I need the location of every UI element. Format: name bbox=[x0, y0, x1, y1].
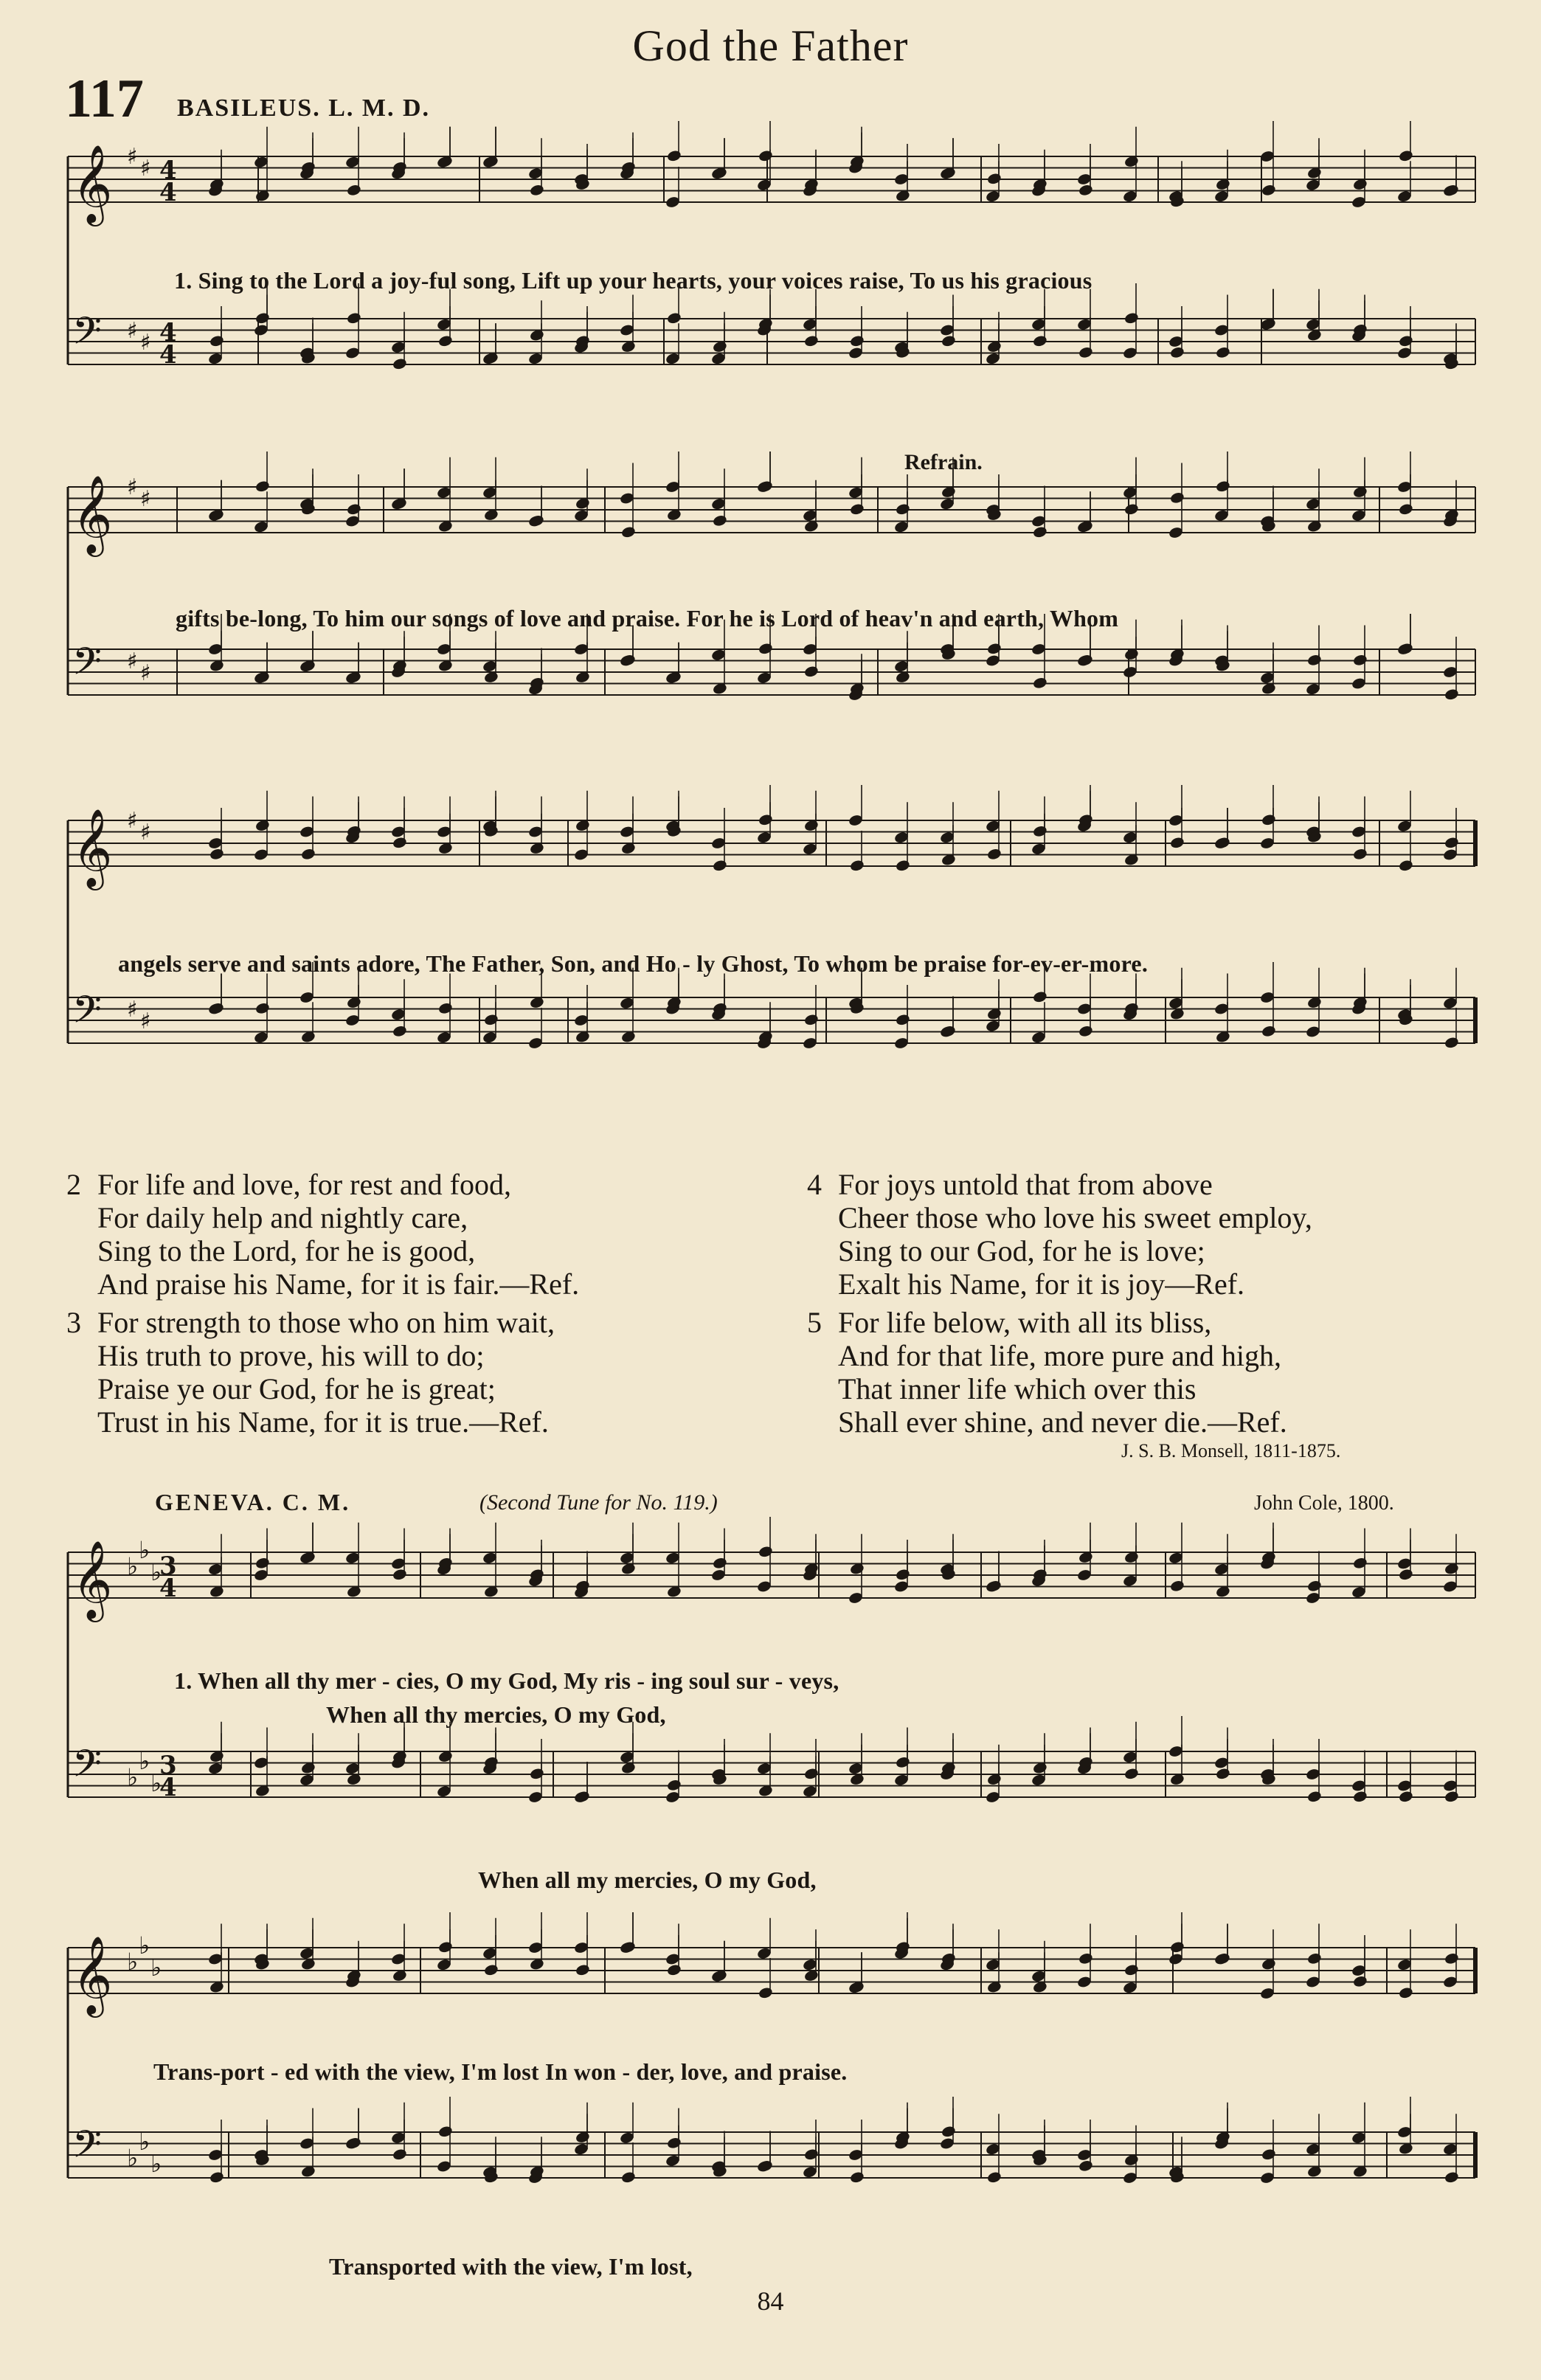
verse-5 bbox=[807, 1306, 1287, 1439]
sharp-icon: ♯ bbox=[127, 648, 138, 674]
bass-clef-icon: 𝄢 bbox=[72, 308, 102, 362]
time-signature: 4 bbox=[159, 178, 177, 207]
lyric-line-1: 1. When all thy mer - cies, O my God, My ris - ing soul sur - veys, bbox=[174, 1667, 839, 1694]
verse-line: For joys untold that from above bbox=[838, 1168, 1213, 1201]
verse-line: Shall ever shine, and never die.—Ref. bbox=[838, 1405, 1287, 1439]
sharp-icon: ♯ bbox=[140, 156, 151, 181]
notehead bbox=[254, 1557, 270, 1570]
flat-icon: ♭ bbox=[127, 1763, 139, 1791]
notehead bbox=[1169, 491, 1185, 505]
page-title: God the Father bbox=[632, 21, 909, 70]
notehead bbox=[575, 1963, 590, 1976]
lyric-line-2: gifts be-long, To him our songs of love and praise. For he is Lord of heav'n and earth, Whom bbox=[176, 605, 1119, 632]
verse-line: Exalt his Name, for it is joy—Ref. bbox=[838, 1267, 1245, 1301]
notehead bbox=[803, 1767, 819, 1780]
tune-note: (Second Tune for No. 119.) bbox=[479, 1490, 718, 1515]
notehead bbox=[1078, 346, 1093, 359]
verse-line: For life below, with all its bliss, bbox=[838, 1306, 1212, 1339]
notehead bbox=[1078, 184, 1093, 197]
bass-clef-icon: 𝄢 bbox=[72, 2122, 102, 2176]
notehead bbox=[758, 642, 773, 655]
treble-clef-icon: 𝄞 bbox=[72, 474, 113, 553]
notehead bbox=[254, 1002, 270, 1015]
notehead bbox=[437, 334, 453, 347]
lyric-echo: When all thy mercies, O my God, bbox=[326, 1701, 666, 1728]
notehead bbox=[437, 1940, 453, 1954]
treble-clef-icon: 𝄞 bbox=[72, 1935, 113, 2014]
treble-clef-icon: 𝄞 bbox=[72, 808, 113, 887]
verse-line: Cheer those who love his sweet employ, bbox=[838, 1201, 1312, 1234]
notehead bbox=[758, 813, 773, 826]
notehead bbox=[1032, 825, 1047, 838]
notehead bbox=[346, 502, 361, 516]
notehead bbox=[666, 2137, 682, 2150]
notehead bbox=[1078, 2159, 1093, 2173]
notehead bbox=[1398, 859, 1413, 872]
notehead bbox=[758, 149, 773, 162]
author-credit: J. S. B. Monsell, 1811-1875. bbox=[1121, 1440, 1341, 1461]
lyric-line-3: angels serve and saints adore, The Father, Son, and Ho - ly Ghost, To whom be praise for-ev-er-more. bbox=[118, 950, 1149, 977]
notehead bbox=[346, 311, 361, 325]
notehead bbox=[1123, 502, 1139, 516]
flat-icon: ♭ bbox=[139, 1536, 150, 1564]
sharp-icon: ♯ bbox=[140, 660, 151, 686]
flat-icon: ♭ bbox=[139, 2128, 150, 2156]
notehead bbox=[1352, 848, 1368, 861]
sharp-icon: ♯ bbox=[140, 820, 151, 845]
notehead bbox=[986, 848, 1002, 861]
sharp-icon: ♯ bbox=[127, 318, 138, 344]
time-signature: 4 bbox=[159, 1773, 177, 1802]
lyric-line-2: Trans-port - ed with the view, I'm lost In won - der, love, and praise. bbox=[153, 2058, 848, 2085]
verse-line: And praise his Name, for it is fair.—Ref. bbox=[97, 1267, 580, 1301]
notehead bbox=[803, 1013, 819, 1026]
notehead bbox=[300, 848, 316, 861]
notehead bbox=[1032, 990, 1047, 1003]
notehead bbox=[895, 502, 910, 516]
notehead bbox=[1444, 836, 1459, 849]
notehead bbox=[849, 502, 865, 516]
bass-clef-icon: 𝄢 bbox=[72, 987, 102, 1041]
notehead bbox=[1398, 1986, 1413, 1999]
time-signature: 4 bbox=[159, 1574, 177, 1603]
notehead bbox=[392, 357, 407, 370]
sharp-icon: ♯ bbox=[127, 808, 138, 834]
sharp-icon: ♯ bbox=[127, 997, 138, 1023]
notehead bbox=[849, 334, 865, 347]
notehead bbox=[803, 334, 819, 347]
verse-number: 5 bbox=[807, 1306, 822, 1339]
notehead bbox=[712, 1557, 727, 1570]
notehead bbox=[1169, 836, 1185, 849]
lyric-line-1: 1. Sing to the Lord a joy-ful song, Lift up your hearts, your voices raise, To us his gracious bbox=[174, 267, 1092, 294]
sharp-icon: ♯ bbox=[140, 1009, 151, 1034]
notehead bbox=[1398, 502, 1413, 516]
notehead bbox=[941, 334, 956, 347]
sharp-icon: ♯ bbox=[127, 144, 138, 170]
notehead bbox=[666, 149, 682, 162]
notehead bbox=[483, 1963, 499, 1976]
sharp-icon: ♯ bbox=[140, 486, 151, 512]
notehead bbox=[1444, 1790, 1459, 1803]
page-number: 84 bbox=[757, 2286, 784, 2316]
verse-number: 2 bbox=[66, 1168, 81, 1201]
notehead bbox=[803, 2148, 819, 2161]
composer-credit: John Cole, 1800. bbox=[1254, 1492, 1394, 1515]
flat-icon: ♭ bbox=[150, 1954, 162, 1982]
notehead bbox=[895, 1756, 910, 1769]
notehead bbox=[1169, 1940, 1185, 1954]
notehead bbox=[620, 525, 636, 539]
notehead bbox=[437, 1002, 453, 1015]
flat-icon: ♭ bbox=[139, 1931, 150, 1959]
verse-2 bbox=[66, 1168, 579, 1301]
notehead bbox=[1169, 346, 1185, 359]
notehead bbox=[1352, 1790, 1368, 1803]
verse-line: For daily help and nightly care, bbox=[97, 1201, 468, 1234]
notehead bbox=[1261, 813, 1276, 826]
bass-clef-icon: 𝄢 bbox=[72, 1741, 102, 1795]
verse-line: Sing to the Lord, for he is good, bbox=[97, 1234, 476, 1267]
sharp-icon: ♯ bbox=[140, 330, 151, 356]
notehead bbox=[1261, 2148, 1276, 2161]
flat-icon: ♭ bbox=[127, 1948, 139, 1976]
notehead bbox=[1215, 480, 1230, 493]
notehead bbox=[1352, 654, 1368, 667]
notehead bbox=[895, 1568, 910, 1581]
verse-3 bbox=[66, 1306, 555, 1439]
notehead bbox=[1215, 1767, 1230, 1780]
verse-line: Trust in his Name, for it is true.—Ref. bbox=[97, 1405, 549, 1439]
notehead bbox=[254, 311, 270, 325]
notehead bbox=[1352, 1975, 1368, 1988]
notehead bbox=[849, 859, 865, 872]
sharp-icon: ♯ bbox=[127, 474, 138, 500]
notehead bbox=[529, 184, 544, 197]
notehead bbox=[392, 2148, 407, 2161]
notehead bbox=[758, 1545, 773, 1558]
hymn-number: 117 bbox=[65, 69, 144, 129]
notehead bbox=[1398, 1790, 1413, 1803]
tune-name: GENEVA. C. M. bbox=[155, 1489, 351, 1515]
notehead bbox=[1352, 1557, 1368, 1570]
notehead bbox=[1306, 1952, 1322, 1965]
time-signature: 4 bbox=[159, 340, 177, 370]
notehead bbox=[1261, 184, 1276, 197]
time-signature: 4 bbox=[159, 156, 177, 185]
notehead bbox=[1123, 1963, 1139, 1976]
notehead bbox=[346, 184, 361, 197]
notehead bbox=[1444, 688, 1459, 701]
notehead bbox=[986, 172, 1002, 185]
notehead bbox=[666, 1963, 682, 1976]
verse-number: 3 bbox=[66, 1306, 81, 1339]
notehead bbox=[1078, 1952, 1093, 1965]
notehead bbox=[986, 642, 1002, 655]
time-signature: 3 bbox=[159, 1751, 177, 1780]
notehead bbox=[1123, 311, 1139, 325]
notehead bbox=[1306, 1790, 1322, 1803]
notehead bbox=[1078, 1025, 1093, 1038]
bass-echo: When all my mercies, O my God, bbox=[478, 1867, 817, 1893]
treble-clef-icon: 𝄞 bbox=[72, 144, 113, 223]
verse-line: And for that life, more pure and high, bbox=[838, 1339, 1281, 1372]
notehead bbox=[758, 1986, 773, 1999]
notehead bbox=[1398, 1568, 1413, 1581]
flat-icon: ♭ bbox=[150, 1558, 162, 1586]
flat-icon: ♭ bbox=[139, 1747, 150, 1775]
notehead bbox=[1444, 1036, 1459, 1049]
verse-line: His truth to prove, his will to do; bbox=[97, 1339, 485, 1372]
notehead bbox=[1444, 1952, 1459, 1965]
notehead bbox=[209, 848, 224, 861]
notehead bbox=[1261, 1025, 1276, 1038]
notehead bbox=[209, 2170, 224, 2184]
notehead bbox=[1123, 1767, 1139, 1780]
notehead bbox=[392, 1568, 407, 1581]
notehead bbox=[1032, 334, 1047, 347]
verse-line: Sing to our God, for he is love; bbox=[838, 1234, 1205, 1267]
refrain-label: Refrain. bbox=[904, 450, 983, 474]
verse-line: For strength to those who on him wait, bbox=[97, 1306, 555, 1339]
notehead bbox=[941, 2125, 956, 2138]
verse-4 bbox=[807, 1168, 1312, 1301]
notehead bbox=[209, 334, 224, 347]
flat-icon: ♭ bbox=[150, 2150, 162, 2178]
flat-icon: ♭ bbox=[127, 2144, 139, 2172]
verse-line: Praise ye our God, for he is great; bbox=[97, 1372, 496, 1405]
bass-echo: Transported with the view, I'm lost, bbox=[329, 2253, 693, 2280]
notehead bbox=[1032, 525, 1047, 539]
notehead bbox=[437, 2125, 453, 2138]
notehead bbox=[620, 2170, 636, 2184]
treble-clef-icon: 𝄞 bbox=[72, 1540, 113, 1619]
notehead bbox=[392, 836, 407, 849]
notehead bbox=[1444, 2170, 1459, 2184]
notehead bbox=[712, 514, 727, 527]
notehead bbox=[895, 1013, 910, 1026]
notehead bbox=[1306, 654, 1322, 667]
notehead bbox=[1032, 677, 1047, 690]
notehead bbox=[1215, 346, 1230, 359]
notehead bbox=[1398, 334, 1413, 347]
notehead bbox=[712, 859, 727, 872]
verse-number: 4 bbox=[807, 1168, 822, 1201]
time-signature: 4 bbox=[159, 318, 177, 347]
flat-icon: ♭ bbox=[127, 1552, 139, 1580]
bass-clef-icon: 𝄢 bbox=[72, 639, 102, 693]
notehead bbox=[483, 1013, 499, 1026]
notehead bbox=[803, 665, 819, 678]
notehead bbox=[895, 859, 910, 872]
time-signature: 3 bbox=[159, 1552, 177, 1581]
tune-name: BASILEUS. L. M. D. bbox=[177, 94, 431, 122]
notehead bbox=[1306, 1580, 1322, 1593]
notehead bbox=[986, 2170, 1002, 2184]
notehead bbox=[849, 2170, 865, 2184]
notehead bbox=[1169, 1580, 1185, 1593]
notehead bbox=[1398, 149, 1413, 162]
verse-line: For life and love, for rest and food, bbox=[97, 1168, 511, 1201]
notehead bbox=[529, 1767, 544, 1780]
flat-icon: ♭ bbox=[150, 1769, 162, 1797]
notehead bbox=[666, 311, 682, 325]
verse-line: That inner life which over this bbox=[838, 1372, 1197, 1405]
notehead bbox=[254, 480, 270, 493]
notehead bbox=[666, 1779, 682, 1792]
notehead bbox=[392, 1025, 407, 1038]
